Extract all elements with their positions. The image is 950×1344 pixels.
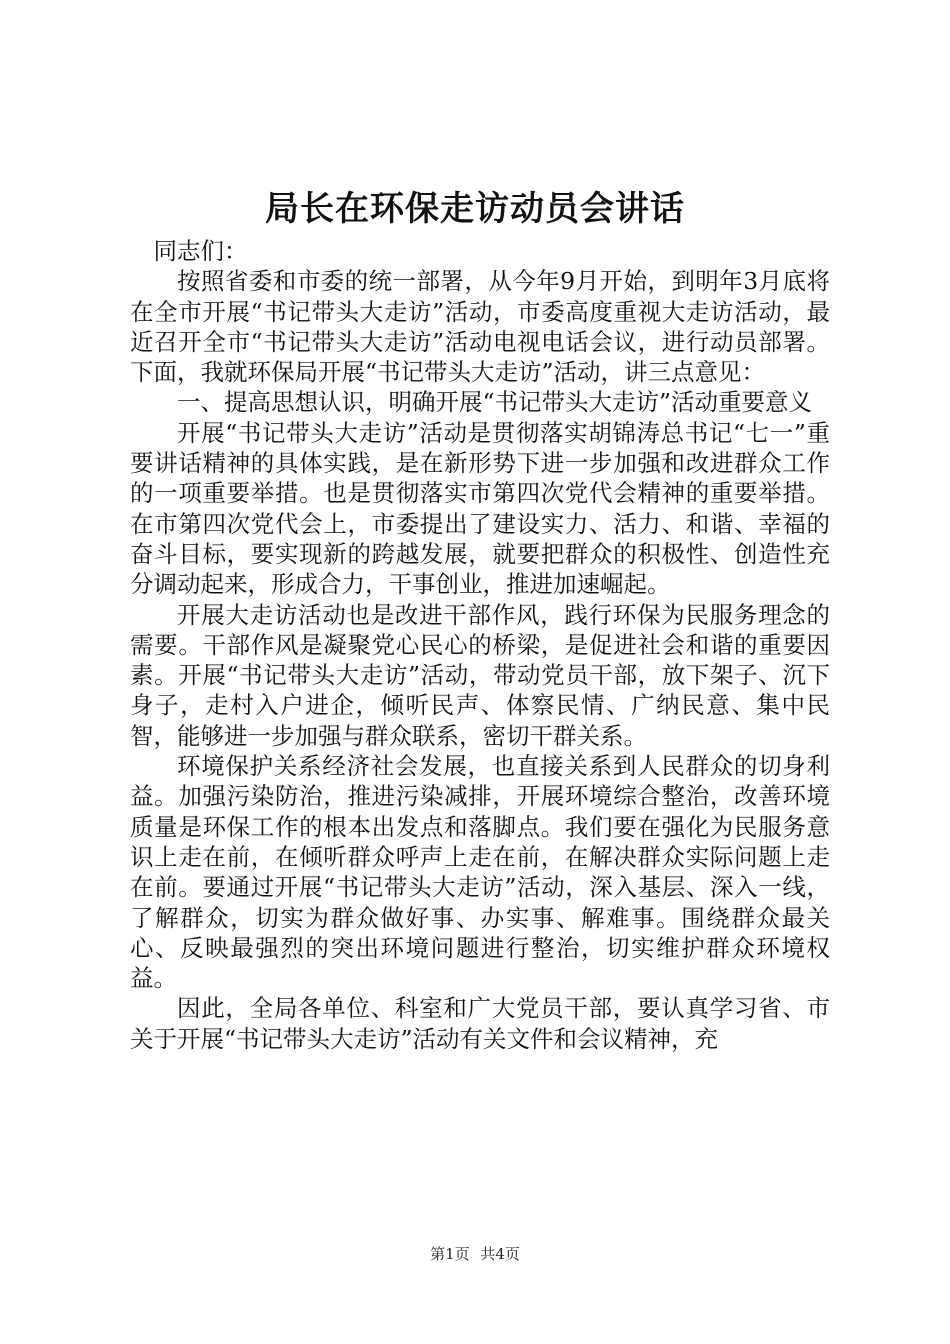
page-total: 共4页	[480, 1245, 520, 1263]
paragraph: 开展大走访活动也是改进干部作风，践行环保为民服务理念的需要。干部作风是凝聚党心民心的桥梁，是促进社会和谐的重要因素。开展“书记带头大走访”活动，带动党员干部，放下架子、沉下身子，走村入户进企，倾听民声、体察民情、广纳民意、集中民智，能够进一步加强与群众联系，密切干群关系。	[130, 600, 830, 750]
paragraph: 因此，全局各单位、科室和广大党员干部，要认真学习省、市关于开展“书记带头大走访”活动有关文件和会议精神，充	[130, 994, 830, 1053]
paragraph-intro: 按照省委和市委的统一部署，从今年9月开始，到明年3月底将在全市开展“书记带头大走访”活动，市委高度重视大走访活动，最近召开全市“书记带头大走访”活动电视电话会议，进行动员部署。下面，我就环保局开展“书记带头大走访”活动，讲三点意见：	[130, 267, 830, 387]
page-number: 第1页	[430, 1245, 470, 1263]
page-footer	[0, 1244, 950, 1264]
salutation: 同志们：	[153, 237, 248, 265]
paragraph: 开展“书记带头大走访”活动是贯彻落实胡锦涛总书记“七一”重要讲话精神的具体实践，是在新形势下进一步加强和改进群众工作的一项重要举措。也是贯彻落实市第四次党代会精神的重要举措。在市第四次党代会上，市委提出了建设实力、活力、和谐、幸福的奋斗目标，要实现新的跨越发展，就要把群众的积极性、创造性充分调动起来，形成合力，干事创业，推进加速崛起。	[130, 418, 830, 599]
section-heading-1: 一、提高思想认识，明确开展“书记带头大走访”活动重要意义	[177, 388, 813, 417]
paragraph: 环境保护关系经济社会发展，也直接关系到人民群众的切身利益。加强污染防治，推进污染减排，开展环境综合整治，改善环境质量是环保工作的根本出发点和落脚点。我们要在强化为民服务意识上走在前，在倾听群众呼声上走在前，在解决群众实际问题上走在前。要通过开展“书记带头大走访”活动，深入基层、深入一线，了解群众，切实为群众做好事、办实事、解难事。围绕群众最关心、反映最强烈的突出环境问题进行整治，切实维护群众环境权益。	[130, 752, 830, 993]
document-body	[130, 236, 830, 1054]
document-title: 局长在环保走访动员会讲话	[265, 189, 685, 229]
